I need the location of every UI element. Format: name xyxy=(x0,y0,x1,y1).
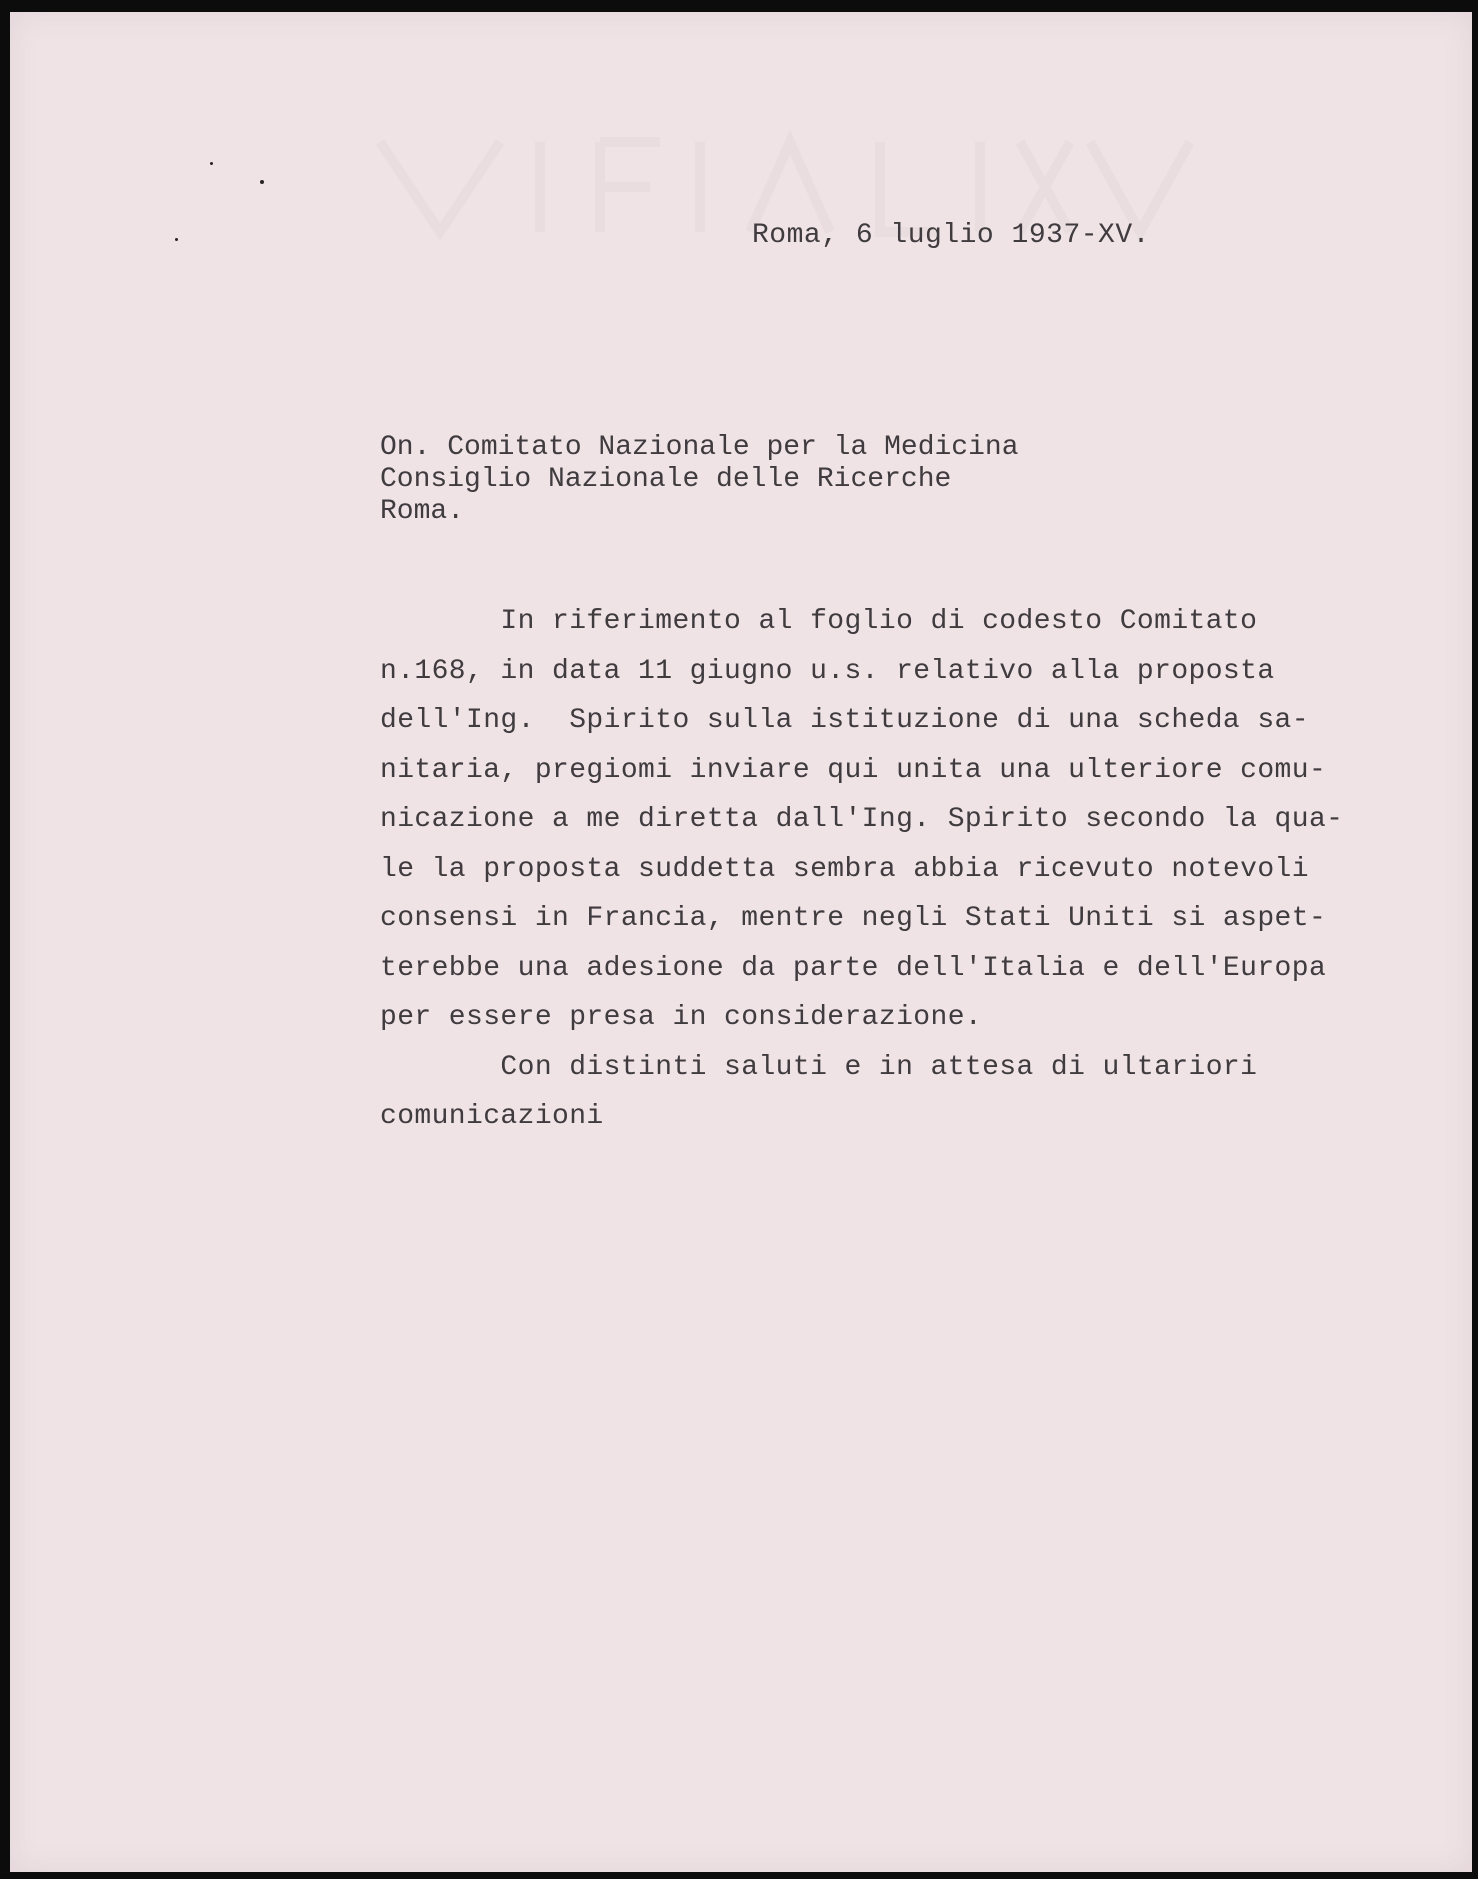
letter-sheet xyxy=(10,12,1472,1872)
paper-speck xyxy=(260,180,264,184)
body-line: dell'Ing. Spirito sulla istituzione di una scheda sa- xyxy=(380,705,1309,736)
body-line: per essere presa in considerazione. xyxy=(380,1002,983,1033)
body-line: le la proposta suddetta sembra abbia ricevuto notevoli xyxy=(380,854,1309,885)
body-line: nicazione a me diretta dall'Ing. Spirito secondo la qua- xyxy=(380,804,1344,835)
body-line: In riferimento al foglio di codesto Comitato xyxy=(380,606,1258,637)
closing-line: comunicazioni xyxy=(380,1101,604,1132)
letter-date: Roma, 6 luglio 1937-XV. xyxy=(752,220,1150,251)
paper-speck xyxy=(175,238,178,241)
body-line: nitaria, pregiomi inviare qui unita una ulteriore comu- xyxy=(380,755,1327,786)
recipient-line: On. Comitato Nazionale per la Medicina xyxy=(380,432,1019,463)
recipient-line: Consiglio Nazionale delle Ricerche xyxy=(380,464,952,495)
paper-speck xyxy=(210,162,213,165)
body-line: terebbe una adesione da parte dell'Italia e dell'Europa xyxy=(380,953,1327,984)
recipient-line: Roma. xyxy=(380,496,465,527)
closing-line: Con distinti saluti e in attesa di ultariori xyxy=(380,1052,1258,1083)
body-line: consensi in Francia, mentre negli Stati Uniti si aspet- xyxy=(380,903,1327,934)
body-line: n.168, in data 11 giugno u.s. relativo alla proposta xyxy=(380,656,1275,687)
